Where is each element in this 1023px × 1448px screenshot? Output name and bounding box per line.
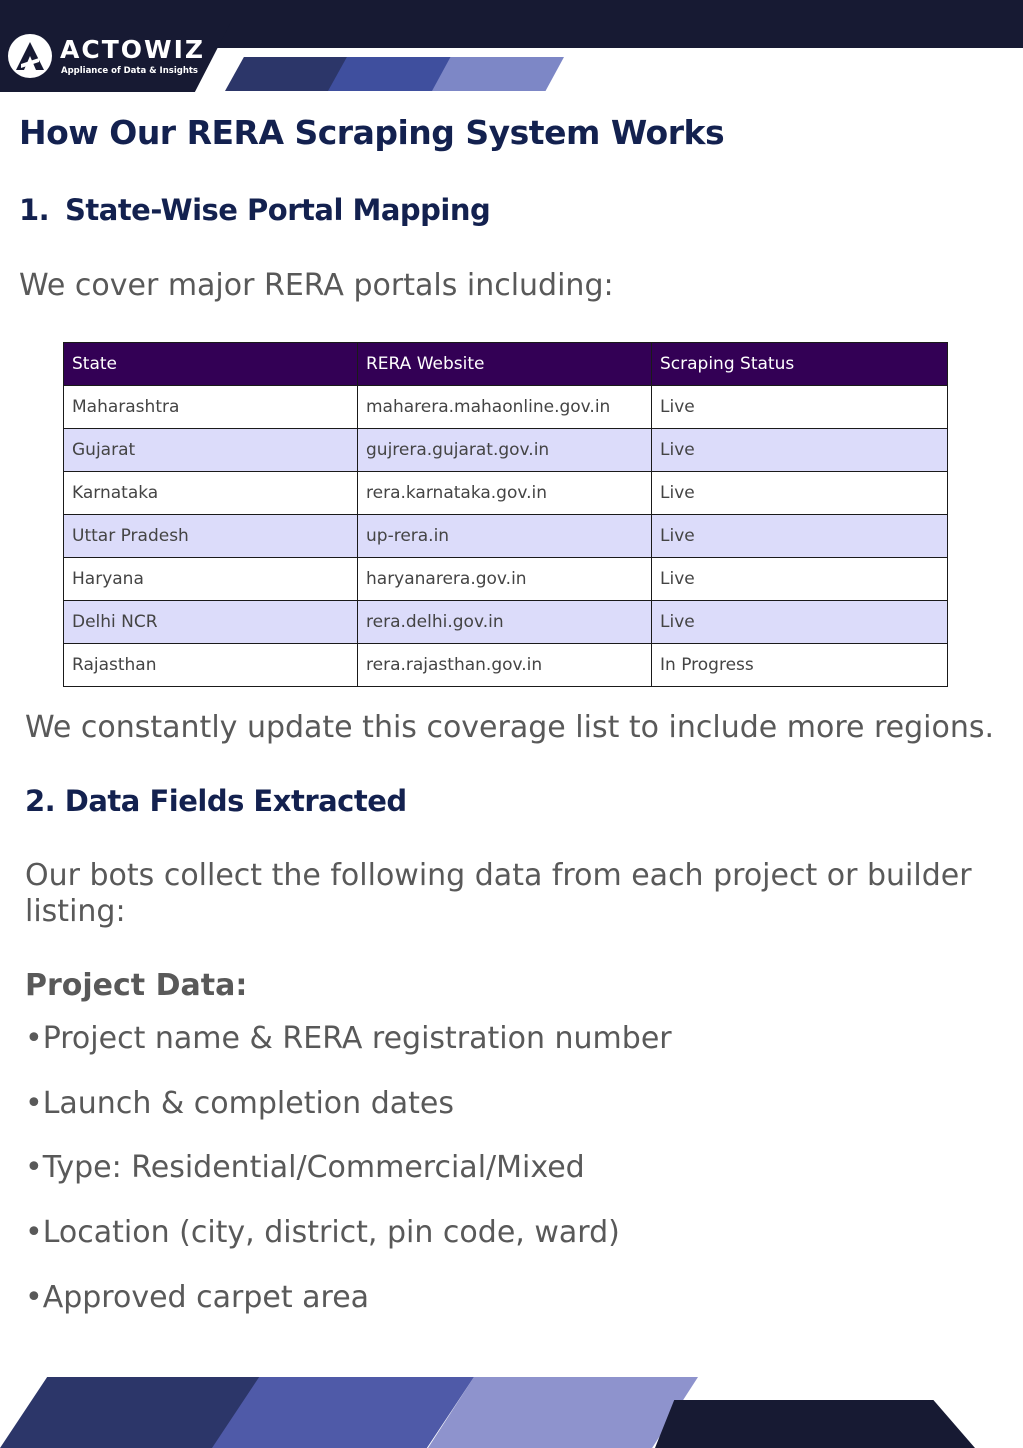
table-header-cell: RERA Website	[358, 343, 652, 386]
footer-stripe	[655, 1400, 975, 1448]
brand-tagline: Appliance of Data & Insights	[61, 66, 198, 76]
status-cell: Live	[652, 601, 948, 644]
header-stripe	[432, 57, 564, 91]
rera-portal-table	[63, 342, 948, 687]
state-cell: Karnataka	[64, 472, 358, 515]
table-row	[64, 644, 948, 687]
project-data-list	[25, 1014, 672, 1337]
section-intro: We cover major RERA portals including:	[19, 268, 614, 303]
page-title: How Our RERA Scraping System Works	[19, 113, 725, 152]
table-row	[64, 429, 948, 472]
table-row	[64, 558, 948, 601]
state-cell: Maharashtra	[64, 386, 358, 429]
section-heading-text: State-Wise Portal Mapping	[65, 193, 491, 227]
website-cell: maharera.mahaonline.gov.in	[358, 386, 652, 429]
table-header-cell: State	[64, 343, 358, 386]
state-cell: Gujarat	[64, 429, 358, 472]
list-item: •Approved carpet area	[25, 1279, 370, 1315]
list-item: •Project name & RERA registration number	[25, 1021, 672, 1056]
table-header-row	[64, 343, 948, 386]
table-row	[64, 515, 948, 558]
state-cell: Delhi NCR	[64, 601, 358, 644]
table-row	[64, 386, 948, 429]
section-heading-1	[19, 193, 490, 227]
actowiz-logo-icon	[8, 34, 52, 78]
website-cell: rera.delhi.gov.in	[358, 601, 652, 644]
website-cell: haryanarera.gov.in	[358, 558, 652, 601]
status-cell: Live	[652, 558, 948, 601]
state-cell: Haryana	[64, 558, 358, 601]
table-row	[64, 472, 948, 515]
status-cell: Live	[652, 472, 948, 515]
website-cell: up-rera.in	[358, 515, 652, 558]
website-cell: gujrera.gujarat.gov.in	[358, 429, 652, 472]
section-number: 1.	[19, 193, 50, 227]
list-item: •Location (city, district, pin code, ward)	[25, 1215, 620, 1251]
website-cell: rera.rajasthan.gov.in	[358, 644, 652, 687]
status-cell: Live	[652, 515, 948, 558]
footer-stripe	[428, 1377, 698, 1448]
section-heading-2: 2. Data Fields Extracted	[25, 784, 407, 818]
status-cell: In Progress	[652, 644, 948, 687]
status-cell: Live	[652, 386, 948, 429]
status-cell: Live	[652, 429, 948, 472]
coverage-note: We constantly update this coverage list to include more regions.	[25, 710, 995, 745]
table-row	[64, 601, 948, 644]
brand-name: ACTOWIZ	[60, 35, 206, 64]
list-item: •Type: Residential/Commercial/Mixed	[25, 1150, 585, 1186]
state-cell: Rajasthan	[64, 644, 358, 687]
website-cell: rera.karnataka.gov.in	[358, 472, 652, 515]
table-header-cell: Scraping Status	[652, 343, 948, 386]
project-data-subheading: Project Data:	[25, 968, 248, 1003]
section-intro: Our bots collect the following data from each project or builder listing:	[25, 858, 972, 929]
list-item: •Launch & completion dates	[25, 1085, 454, 1121]
state-cell: Uttar Pradesh	[64, 515, 358, 558]
